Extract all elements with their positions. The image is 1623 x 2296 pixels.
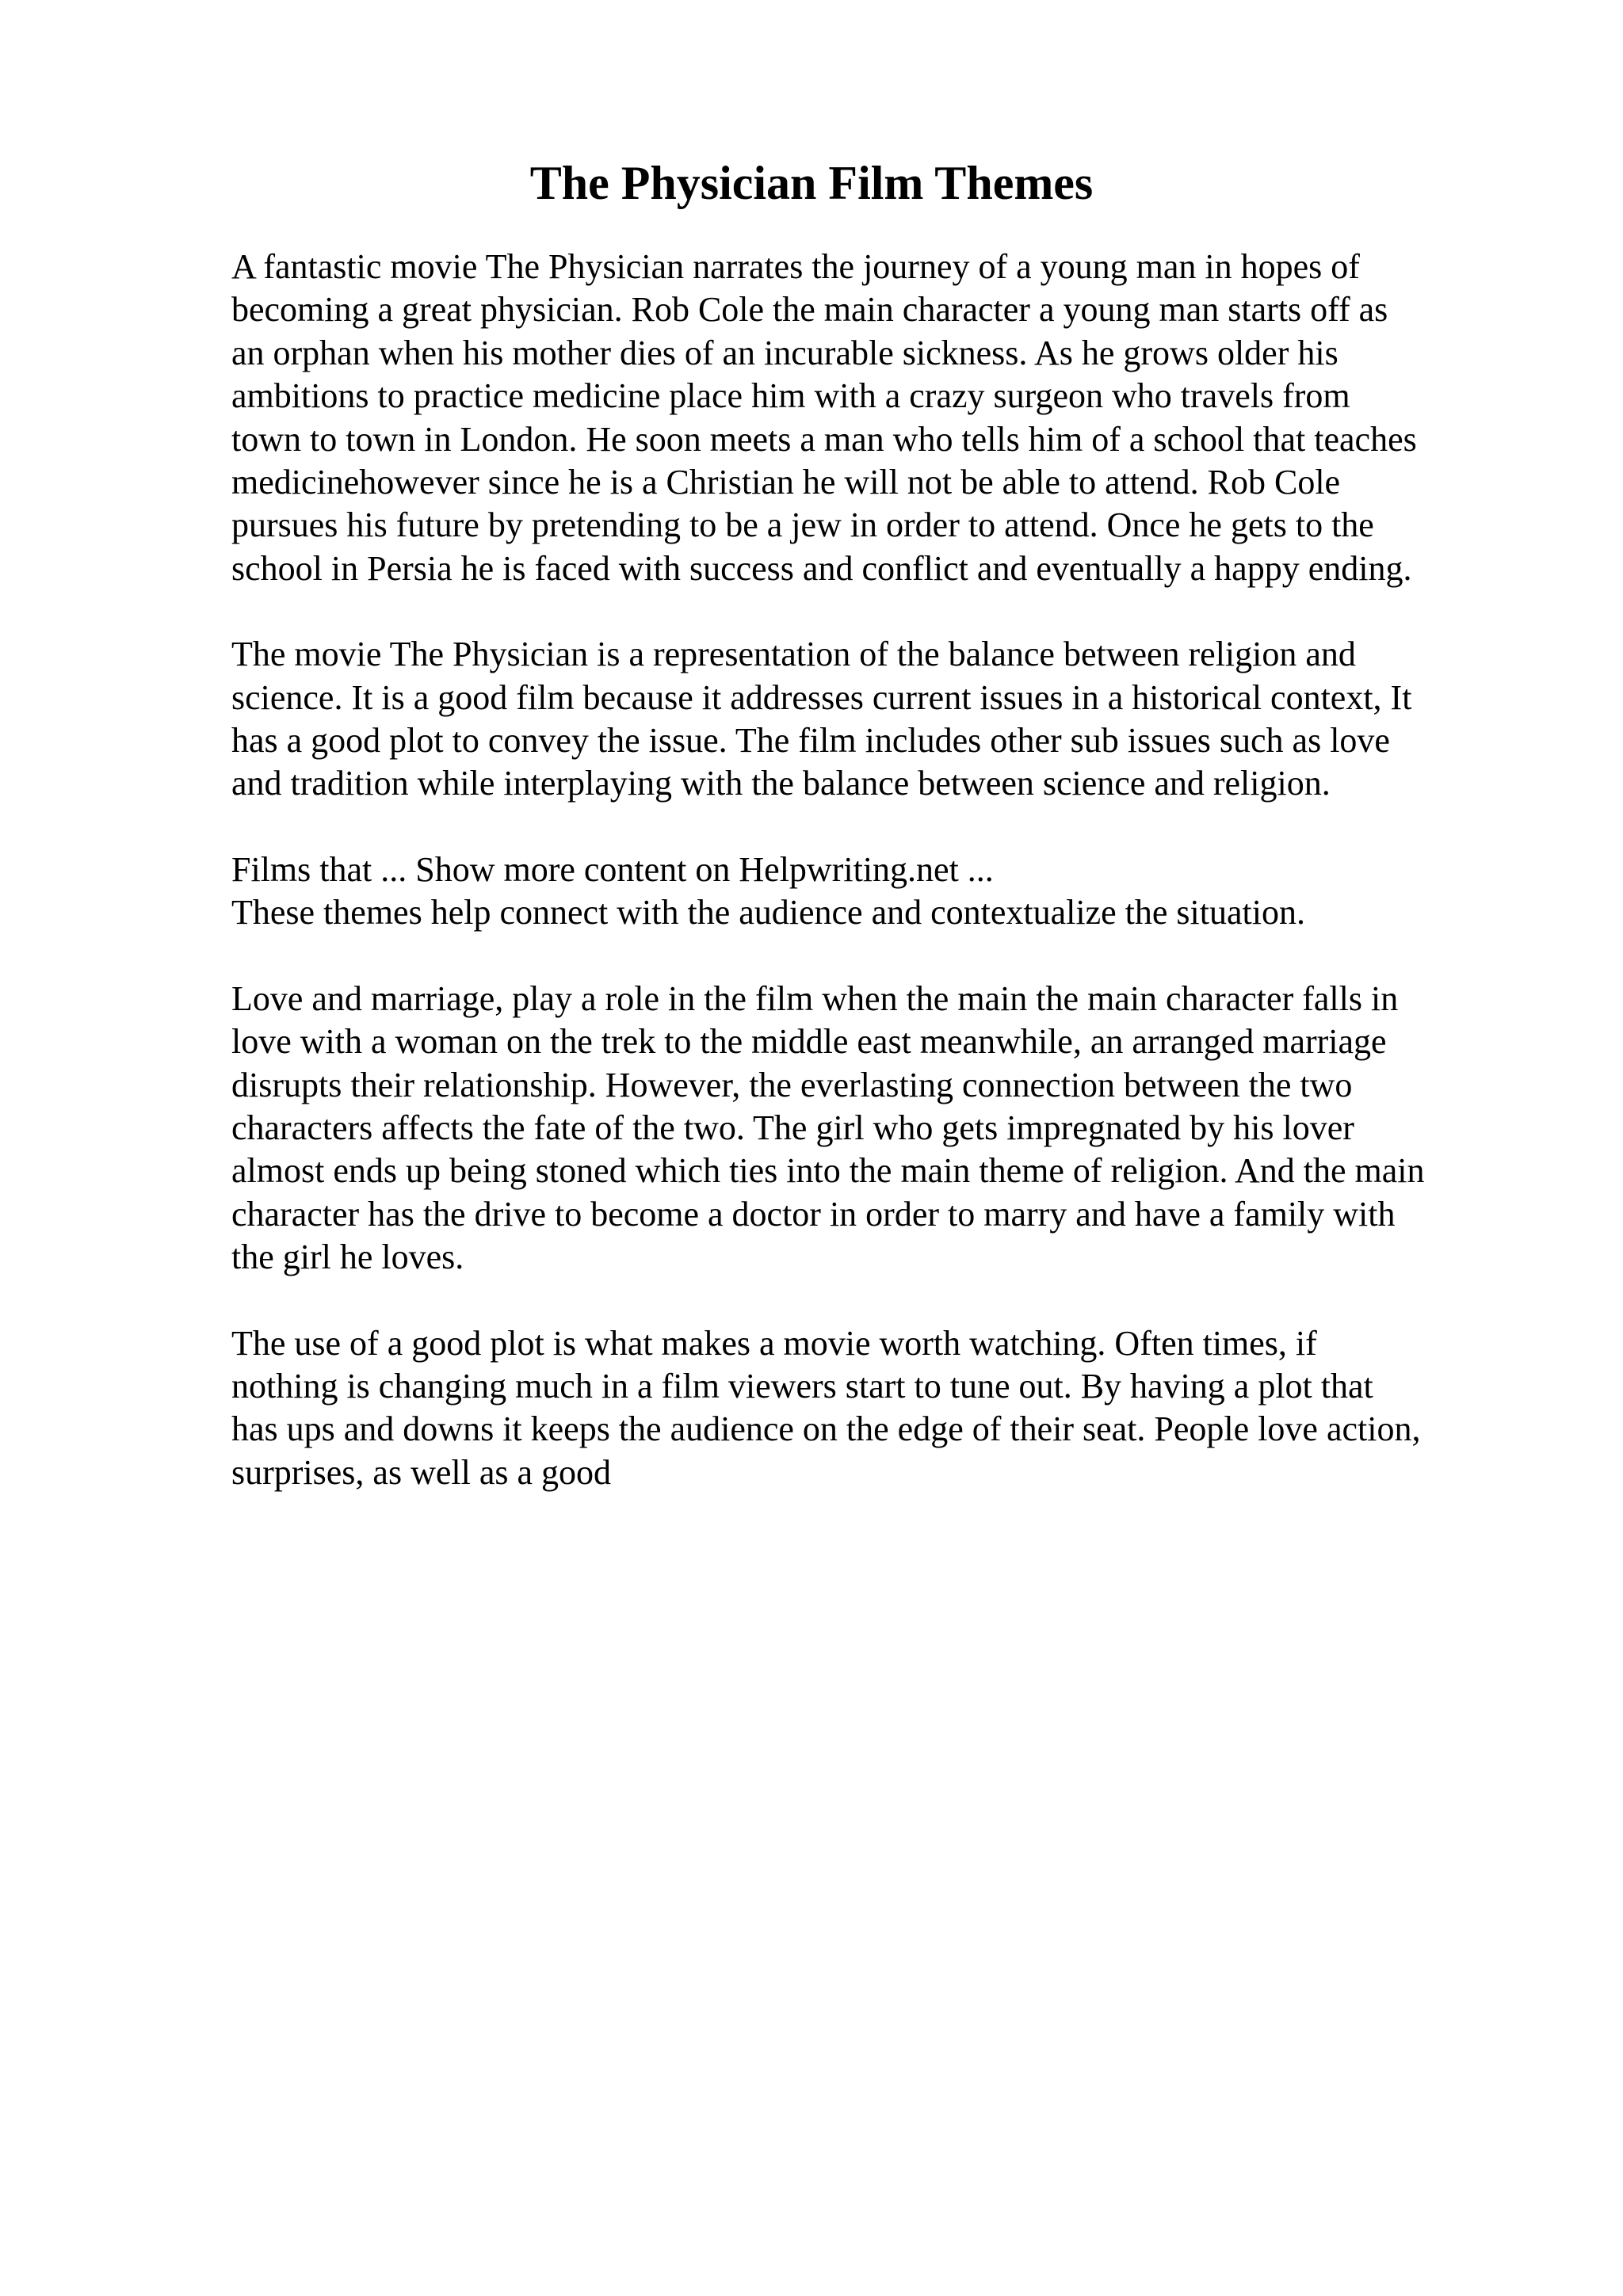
text-line: town to town in London. He soon meets a man who tells him of a school that teaches [231,419,1417,459]
text-line: character has the drive to become a doctor in order to marry and have a family with [231,1194,1396,1234]
page-title: The Physician Film Themes [529,157,1094,209]
text-line: The movie The Physician is a representation of the balance between religion and [231,635,1356,674]
paragraph-plot [231,1322,1515,1495]
text-line: school in Persia he is faced with success and conflict and eventually a happy ending. [231,548,1412,588]
text-line: Love and marriage, play a role in the film when the main the main character falls in [231,978,1399,1018]
text-line: disrupts their relationship. However, the everlasting connection between the two [231,1065,1353,1104]
text-line: has a good plot to convey the issue. The film includes other sub issues such as love [231,721,1390,761]
text-line: medicinehowever since he is a Christian he will not be able to attend. Rob Cole [231,463,1341,502]
text-line: nothing is changing much in a film viewers start to tune out. By having a plot that [231,1366,1373,1405]
paragraph-themes [231,849,1515,935]
text-line: the girl he loves. [231,1238,464,1277]
text-line: Films that ... Show more content on Helpwriting.net ... [231,849,994,889]
text-line: love with a woman on the trek to the middle east meanwhile, an arranged marriage [231,1022,1387,1062]
paragraph-intro [231,246,1515,590]
text-line: A fantastic movie The Physician narrates the journey of a young man in hopes of [231,247,1360,286]
text-line: characters affects the fate of the two. The girl who gets impregnated by his lover [231,1108,1354,1147]
text-line: ambitions to practice medicine place him with a crazy surgeon who travels from [231,376,1350,416]
text-line: an orphan when his mother dies of an incurable sickness. As he grows older his [231,333,1338,372]
text-line: and tradition while interplaying with the balance between science and religion. [231,764,1331,803]
document-body [231,246,1515,1537]
paragraph-balance [231,633,1515,806]
text-line: becoming a great physician. Rob Cole the main character a young man starts off as [231,290,1388,330]
text-line: The use of a good plot is what makes a movie worth watching. Often times, if [231,1323,1317,1363]
text-line: pursues his future by pretending to be a jew in order to attend. Once he gets to the [231,505,1374,545]
text-line: almost ends up being stoned which ties into the main theme of religion. And the main [231,1151,1425,1191]
text-line: science. It is a good film because it addresses current issues in a historical context, It [231,677,1412,717]
text-line: has ups and downs it keeps the audience on the edge of their seat. People love action, [231,1409,1421,1449]
text-line: These themes help connect with the audience and contextualize the situation. [231,893,1305,933]
text-line: surprises, as well as a good [231,1452,612,1492]
paragraph-love [231,978,1515,1280]
